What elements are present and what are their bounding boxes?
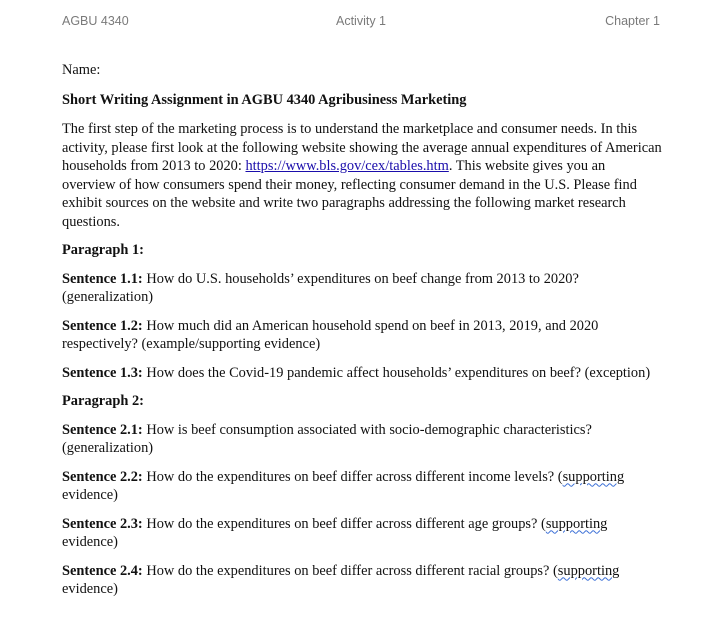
assignment-title: Short Writing Assignment in AGBU 4340 Agribusiness Marketing	[62, 91, 467, 108]
header-course-code: AGBU 4340	[62, 14, 129, 28]
spellcheck-underline[interactable]: supporting	[562, 468, 625, 485]
sentence-1-1: Sentence 1.1: How do U.S. households’ expenditures on beef change from 2013 to 2020? (generalization)	[62, 270, 579, 305]
sentence-2-4: Sentence 2.4: How do the expenditures on beef differ across different racial groups? (supporting evidence)	[62, 562, 620, 597]
spellcheck-underline[interactable]: supporting	[557, 562, 620, 579]
header-chapter: Chapter 1	[605, 14, 660, 28]
sentence-1-3: Sentence 1.3: How does the Covid-19 pandemic affect households’ expenditures on beef? (exception)	[62, 364, 651, 381]
sentence-2-1: Sentence 2.1: How is beef consumption associated with socio-demographic characteristics? (generalization)	[62, 421, 592, 456]
header-activity: Activity 1	[335, 14, 386, 28]
paragraph2-heading: Paragraph 2:	[62, 393, 144, 409]
sentence-1-2: Sentence 1.2: How much did an American household spend on beef in 2013, 2019, and 2020 respectively? (example/supporting evidence)	[62, 317, 599, 352]
spellcheck-underline[interactable]: supporting	[545, 515, 608, 532]
bls-link[interactable]: https://www.bls.gov/cex/tables.htm	[245, 158, 449, 174]
sentence-2-2: Sentence 2.2: How do the expenditures on beef differ across different income levels? (supporting evidence)	[62, 468, 625, 503]
paragraph1-heading: Paragraph 1:	[62, 242, 144, 258]
document-body	[62, 61, 662, 599]
name-label: Name:	[62, 62, 101, 78]
sentence-2-3: Sentence 2.3: How do the expenditures on beef differ across different age groups? (supporting evidence)	[62, 515, 608, 550]
intro-paragraph: The first step of the marketing process is to understand the marketplace and consumer needs. In this activity, please first look at the following website showing the average annual expenditures of American households from 2013 to 2020: https://www.bls.gov/cex/tables.htm. This website gives you an overview of how consumers spend their money, reflecting consumer demand in the U.S. Please find exhibit sources on the website and write two paragraphs addressing the following market research questions.	[62, 121, 662, 230]
